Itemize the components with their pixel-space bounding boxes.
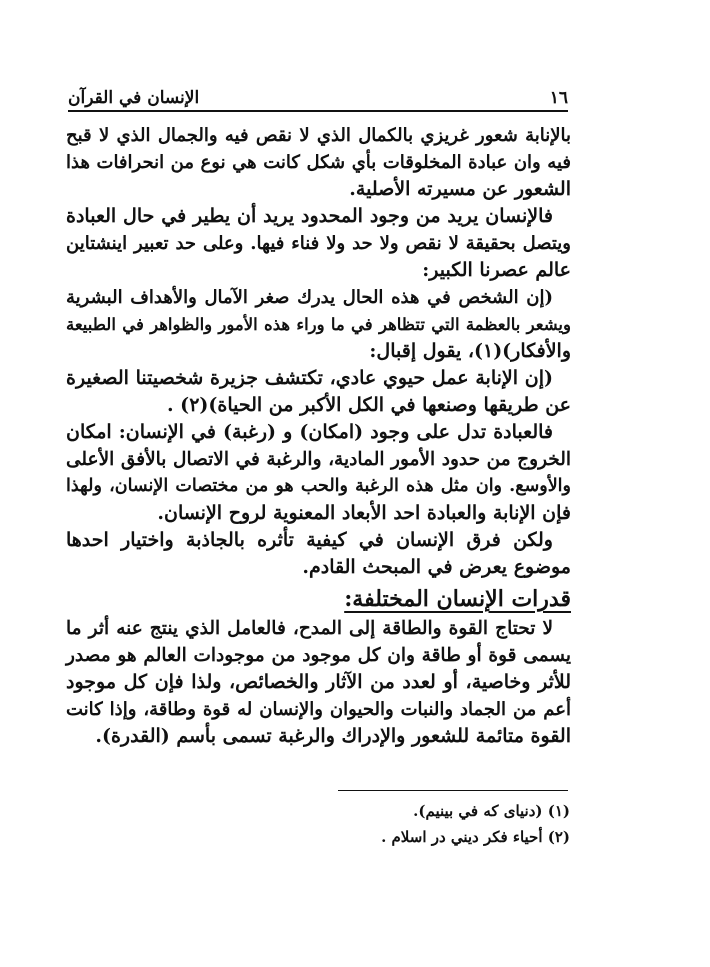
body-line: ويشعر بالعظمة التي تتظاهر في ما وراء هذه الأمور والظواهر في الطبيعة bbox=[66, 315, 571, 334]
page-header bbox=[68, 80, 568, 108]
body-line: فالعبادة تدل على وجود (امكان) و (رغبة) في الإنسان: امكان bbox=[66, 421, 553, 443]
body-line: لا تحتاج القوة والطاقة إلى المدح، فالعامل الذي ينتج عنه أثر ما bbox=[66, 618, 553, 639]
footnote: (٢) أحياء فكر ديني در اسلام . bbox=[381, 828, 570, 846]
body-line: عالم عصرنا الكبير: bbox=[422, 259, 571, 281]
header-rule bbox=[68, 110, 568, 112]
body-text bbox=[66, 122, 571, 750]
body-line: فإن الإنابة والعبادة احد الأبعاد المعنوية لروح الإنسان. bbox=[157, 502, 571, 524]
body-line: والأوسع. وان مثل هذه الرغبة والحب هو من مختصات الإنسان، ولهذا bbox=[66, 476, 571, 496]
body-line: للأثر وخاصية، أو لعدد من الآثار والخصائص، ولذا فإن كل موجود bbox=[66, 671, 571, 693]
running-title: الإنسان في القرآن bbox=[68, 88, 200, 108]
body-line: (إن الإنابة عمل حيوي عادي، تكتشف جزيرة شخصيتنا الصغيرة bbox=[66, 367, 553, 389]
footnote: (١) (دنياى كه في بينيم). bbox=[413, 802, 570, 820]
body-line: موضوع يعرض في المبحث القادم. bbox=[302, 556, 571, 578]
body-line: والأفكار)(١)، يقول إقبال: bbox=[369, 340, 571, 362]
body-line: القوة متائمة للشعور والإدراك والرغبة تسمى بأسم (القدرة). bbox=[95, 725, 571, 747]
body-line: فالإنسان يريد من وجود المحدود يريد أن يطير في حال العبادة bbox=[66, 205, 553, 227]
body-line: (إن الشخص في هذه الحال يدرك صغر الآمال والأهداف البشرية bbox=[66, 287, 553, 308]
body-line: يسمى قوة أو طاقة وان كل موجود من موجودات العالم هو مصدر bbox=[66, 645, 571, 666]
footnotes bbox=[120, 798, 570, 850]
footnote-rule bbox=[338, 790, 568, 791]
body-line: بالإنابة شعور غريزي بالكمال الذي لا نقص فيه والجمال الذي لا قبح bbox=[66, 125, 571, 146]
body-line: عن طريقها وصنعها في الكل الأكبر من الحياة)(٢) . bbox=[166, 394, 571, 416]
page-number: ١٦ bbox=[549, 88, 568, 108]
body-line: ولكن فرق الإنسان في كيفية تأثره بالجاذبة واختيار احدها bbox=[66, 529, 553, 551]
body-line: الخروج من حدود الأمور المادية، والرغبة في الاتصال بالأفق الأعلى bbox=[66, 449, 571, 470]
body-line: فيه وان عبادة المخلوقات بأي شكل كانت هي نوع من انحرافات هذا bbox=[66, 152, 571, 173]
body-line: ويتصل بحقيقة لا نقص ولا حد ولا فناء فيها. وعلى حد تعبير اينشتاين bbox=[66, 233, 571, 254]
body-line: أعم من الجماد والنبات والحيوان والإنسان له قوة وطاقة، وإذا كانت bbox=[66, 699, 571, 720]
section-heading: قدرات الإنسان المختلفة: bbox=[344, 586, 571, 612]
body-line: الشعور عن مسيرته الأصلية. bbox=[349, 178, 571, 200]
